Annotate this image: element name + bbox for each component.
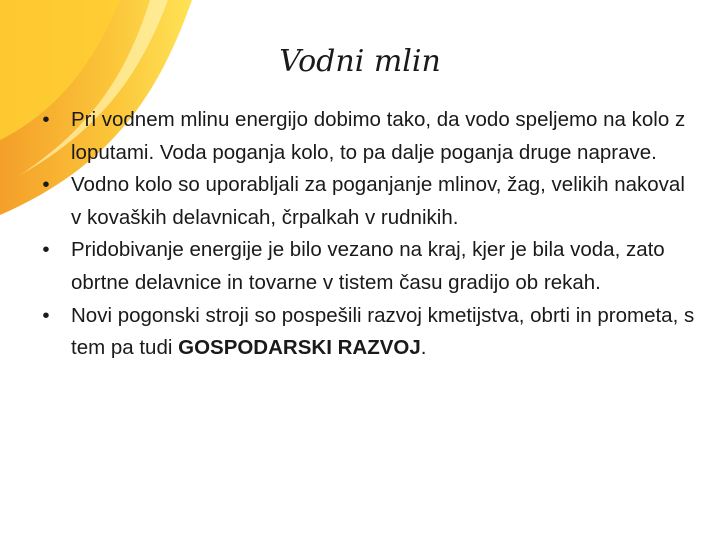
bullet-text: Pridobivanje energije je bilo vezano na kraj, kjer je bila voda, zato obrtne delavnice in tovarne v tistem času gradijo ob rekah.: [71, 238, 665, 294]
bullet-dot-icon: •: [42, 173, 50, 197]
bullet-item: [36, 234, 696, 299]
slide-title: Vodni mlin: [279, 44, 441, 79]
bullet-item: [36, 300, 696, 365]
bullet-text: Pri vodnem mlinu energijo dobimo tako, da vodo speljemo na kolo z loputami. Voda poganja kolo, to pa dalje poganja druge naprave.: [71, 108, 686, 164]
bullet-text-before: Novi pogonski stroji so pospešili razvoj kmetijstva, obrti in prometa, s tem pa tudi: [71, 303, 695, 360]
bullet-item: [36, 169, 696, 234]
bullet-text: Vodno kolo so uporabljali za poganjanje mlinov, žag, velikih nakoval v kovaških delavnicah, črpalkah v rudnikih.: [71, 173, 685, 229]
bullet-text-after: .: [420, 336, 427, 360]
bullet-dot-icon: •: [42, 303, 50, 327]
bullet-emphasis: GOSPODARSKI RAZVOJ: [178, 336, 421, 360]
bullet-dot-icon: •: [42, 108, 50, 131]
bullet-dot-icon: •: [42, 238, 50, 262]
bullet-item: [36, 104, 696, 169]
bullet-list: [36, 104, 696, 365]
